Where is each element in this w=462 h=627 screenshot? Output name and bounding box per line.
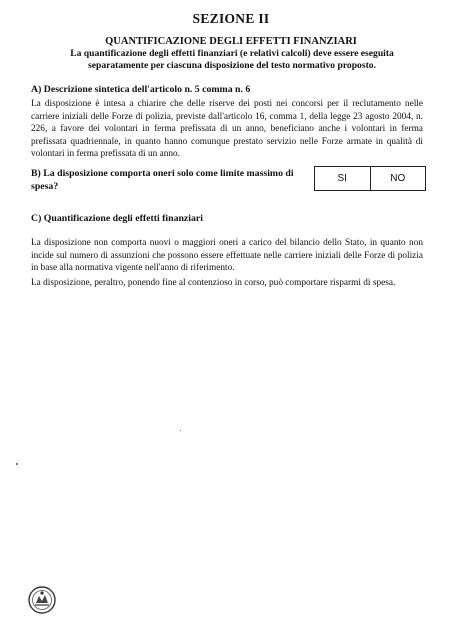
section-b-question: B) La disposizione comporta oneri solo come limite massimo di spesa? — [31, 168, 294, 192]
section-a-text: La disposizione è intesa a chiarire che delle riserve dei posti nei concorsi per il reclutamento nelle carriere iniziali delle Forze di polizia, previste dall'articolo 16, comma 1, della legge 23 agosto 2004, n. 226, a favore dei volontari in ferma prefissata di un anno, beneficiano anche i volontari in ferma prefissata quadriennale, in quanto hanno comunque prestato servizio nelle Forze armate in qualità di volontari in ferma prefissata di un anno. — [31, 99, 423, 160]
intro-note: La quantificazione degli effetti finanziari (e relativi calcoli) deve essere eseguita separatamente per ciascuna disposizione del testo normativo proposto. — [70, 48, 394, 71]
scan-speck — [16, 463, 18, 465]
official-seal-icon — [27, 585, 57, 615]
section-c-paragraph-1: La disposizione non comporta nuovi o maggiori oneri a carico del bilancio dello Stato, in quanto non incide sul numero di assunzioni che possono essere effettuate nelle carriere iniziali delle Forze di polizia in base alla normativa vigente nell'anno di riferimento. — [31, 238, 423, 274]
section-title: SEZIONE II — [192, 11, 270, 26]
option-no: NO — [390, 173, 406, 184]
yes-no-box — [314, 166, 426, 191]
scan-speck — [180, 430, 181, 431]
section-c-heading: C) Quantificazione degli effetti finanziari — [31, 213, 203, 224]
option-si: SI — [337, 173, 347, 184]
section-c-paragraph-2: La disposizione, peraltro, ponendo fine al contenzioso in corso, può comportare risparmi di spesa. — [31, 278, 396, 288]
document-subtitle: QUANTIFICAZIONE DEGLI EFFETTI FINANZIARI — [105, 36, 357, 47]
section-a-heading: A) Descrizione sintetica dell'articolo n. 5 comma n. 6 — [31, 84, 251, 95]
